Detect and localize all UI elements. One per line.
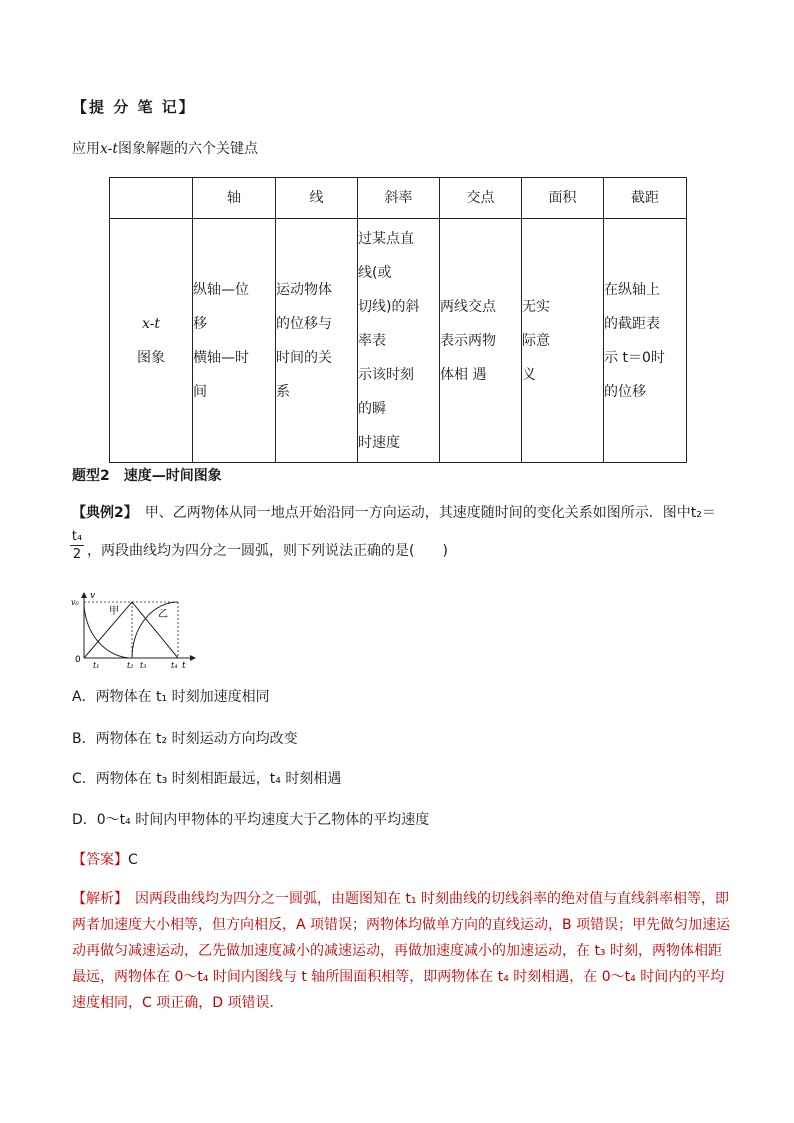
v-axis-arrow xyxy=(81,592,87,598)
t-label: t xyxy=(182,661,186,670)
answer-label: 【答案】 xyxy=(72,852,128,868)
table-row xyxy=(110,219,687,463)
option-d: D．0～t₄ 时间内甲物体的平均速度大于乙物体的平均速度 xyxy=(72,812,430,828)
example-stem-continued: ，两段曲线均为四分之一圆弧，则下列说法正确的是( ) xyxy=(87,543,448,559)
explanation xyxy=(72,886,732,1016)
table-header-cell: 斜率 xyxy=(358,178,440,219)
table-header-row xyxy=(110,178,687,219)
table-header-cell: 交点 xyxy=(440,178,522,219)
row-label-cell: x-t 图象 xyxy=(110,219,193,463)
area-cell: 无实 际意 义 xyxy=(522,219,604,463)
notes-heading: 【提 分 笔 记】 xyxy=(72,98,196,116)
explanation-text: 因两段曲线均为四分之一圆弧，由题图知在 t₁ 时刻曲线的切线斜率的绝对值与直线斜率相等，即两者加速度大小相等，但方向相反，A 项错误；两物体均做单方向的直线运动，B 项错误；甲先做匀加速运动再做匀减速运动，乙先做加速度减小的减速运动，再做加速度减小的加速运动，在 t₃ 时刻，两物体相距最远，两物体在 0～t₄ 时间内图线与 t 轴所围面积相等，即两物体在 t₄ 时刻相遇，在 0～t₄ 时间内的平均速度相同，C 项正确，D 项错误． xyxy=(72,891,731,1011)
vt-graph xyxy=(70,590,200,670)
table-header-cell: 线 xyxy=(276,178,358,219)
table-header-cell: 轴 xyxy=(193,178,276,219)
notes-intro: 应用x-t图象解题的六个关键点 xyxy=(72,141,259,157)
line-cell: 运动物体 的位移与 时间的关 系 xyxy=(276,219,358,463)
option-b: B．两物体在 t₂ 时刻运动方向均改变 xyxy=(72,731,298,747)
section-title: 题型2 速度—时间图象 xyxy=(72,468,222,484)
table-header-cell: 面积 xyxy=(522,178,604,219)
tick-t4: t₄ xyxy=(171,661,178,670)
v-label: v xyxy=(90,591,96,601)
axis-cell: 纵轴—位 移 横轴—时 间 xyxy=(193,219,276,463)
jia-label: 甲 xyxy=(109,606,119,617)
answer xyxy=(72,849,138,869)
tick-t2: t₂ xyxy=(127,661,134,670)
explanation-label: 【解析】 xyxy=(72,891,121,907)
example-stem: 【典例2】 甲、乙两物体从同一地点开始沿同一方向运动，其速度随时间的变化关系如图所示．图中t₂＝ xyxy=(72,505,716,521)
t-axis-arrow xyxy=(190,655,196,661)
table-header-cell: 截距 xyxy=(604,178,687,219)
fraction-t4-over-2: $\frac{\text{t₄}}{2}$ xyxy=(71,529,83,562)
example-label: 【典例2】 xyxy=(72,505,131,521)
answer-value: C xyxy=(128,852,138,868)
origin-label: 0 xyxy=(75,655,81,665)
tick-t3: t₃ xyxy=(140,661,147,670)
table-header-cell xyxy=(110,178,193,219)
option-c: C．两物体在 t₃ 时刻相距最远，t₄ 时刻相遇 xyxy=(72,771,342,787)
slope-cell: 过某点直 线(或 切线)的斜 率表 示该时刻 的瞬 时速度 xyxy=(358,219,440,463)
intersect-cell: 两线交点 表示两物 体相 遇 xyxy=(440,219,522,463)
yi-label: 乙 xyxy=(158,609,168,620)
intercept-cell: 在纵轴上 的截距表 示 t＝0时 的位移 xyxy=(604,219,687,463)
option-a: A．两物体在 t₁ 时刻加速度相同 xyxy=(72,689,270,705)
key-points-table xyxy=(109,177,687,463)
tick-t1: t₁ xyxy=(93,661,100,670)
v0-label: v₀ xyxy=(71,598,79,607)
